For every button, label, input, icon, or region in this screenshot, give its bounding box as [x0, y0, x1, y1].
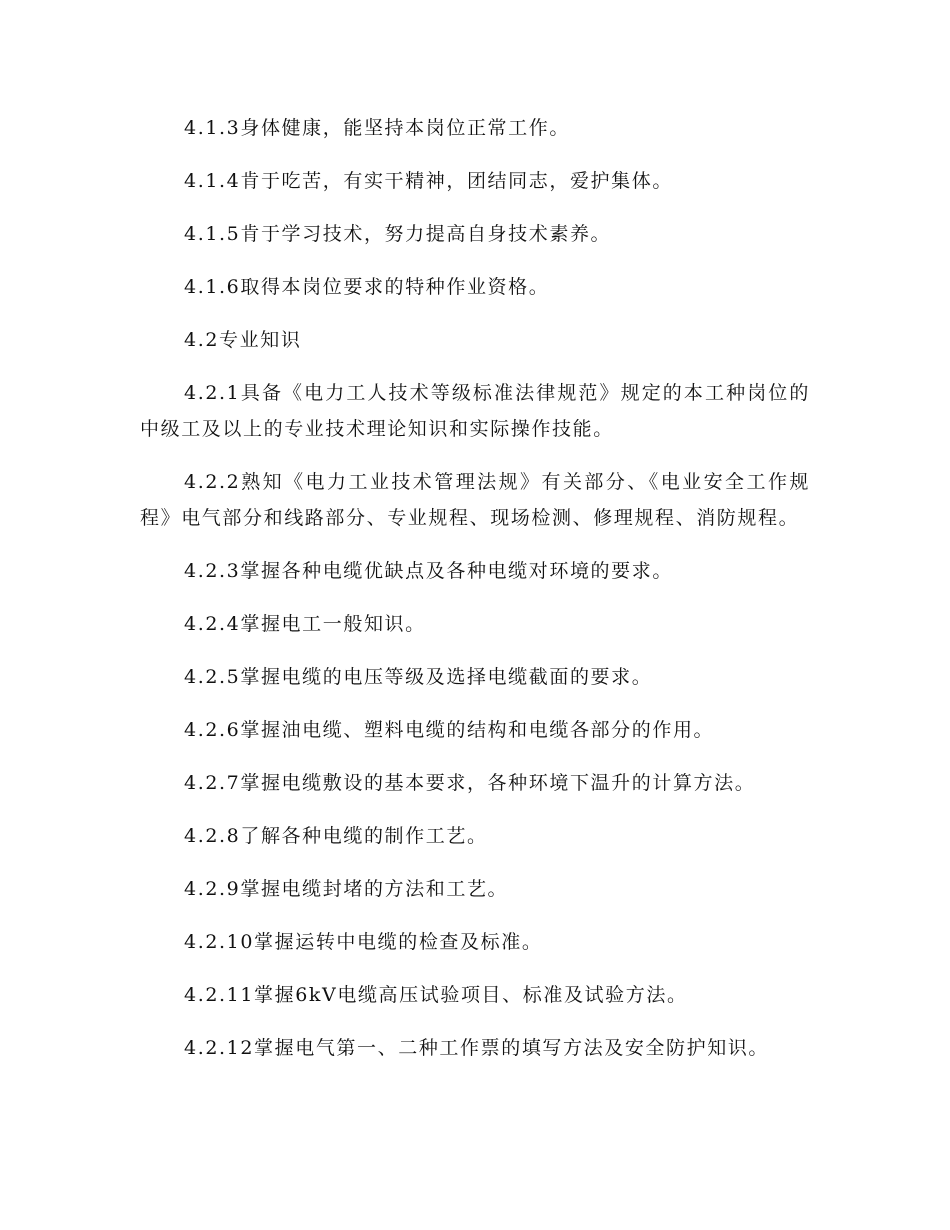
paragraph-4-2-10: 4.2.10掌握运转中电缆的检查及标准。	[184, 931, 543, 953]
paragraph-4-2-11: 4.2.11掌握6kV电缆高压试验项目、标准及试验方法。	[184, 984, 688, 1006]
paragraph-4-1-6: 4.1.6取得本岗位要求的特种作业资格。	[184, 276, 550, 298]
paragraph-4-1-4: 4.1.4肯于吃苦，有实干精神，团结同志，爱护集体。	[184, 170, 673, 192]
paragraph-4-2-9: 4.2.9掌握电缆封堵的方法和工艺。	[184, 878, 509, 900]
paragraph-4-2-4: 4.2.4掌握电工一般知识。	[184, 613, 426, 635]
paragraph-4-2-3: 4.2.3掌握各种电缆优缺点及各种电缆对环境的要求。	[184, 560, 673, 582]
paragraph-4-2-1: 4.2.1具备《电力工人技术等级标准法律规范》规定的本工种岗位的中级工及以上的专业技术理论知识和实际操作技能。	[140, 382, 810, 440]
section-heading-4-2: 4.2专业知识	[184, 329, 302, 351]
paragraph-4-1-3: 4.1.3身体健康，能坚持本岗位正常工作。	[184, 117, 570, 139]
paragraph-4-2-8: 4.2.8了解各种电缆的制作工艺。	[184, 825, 488, 847]
paragraph-4-1-5: 4.1.5肯于学习技术，努力提高自身技术素养。	[184, 223, 612, 245]
paragraph-4-2-5: 4.2.5掌握电缆的电压等级及选择电缆截面的要求。	[184, 666, 653, 688]
paragraph-4-2-6: 4.2.6掌握油电缆、塑料电缆的结构和电缆各部分的作用。	[184, 719, 715, 741]
paragraph-4-2-12: 4.2.12掌握电气第一、二种工作票的填写方法及安全防护知识。	[184, 1037, 770, 1059]
document-body	[140, 110, 810, 1083]
paragraph-4-2-2: 4.2.2熟知《电力工业技术管理法规》有关部分、《电业安全工作规程》电气部分和线路部分、专业规程、现场检测、修理规程、消防规程。	[140, 471, 810, 529]
paragraph-4-2-7: 4.2.7掌握电缆敷设的基本要求，各种环境下温升的计算方法。	[184, 772, 756, 794]
